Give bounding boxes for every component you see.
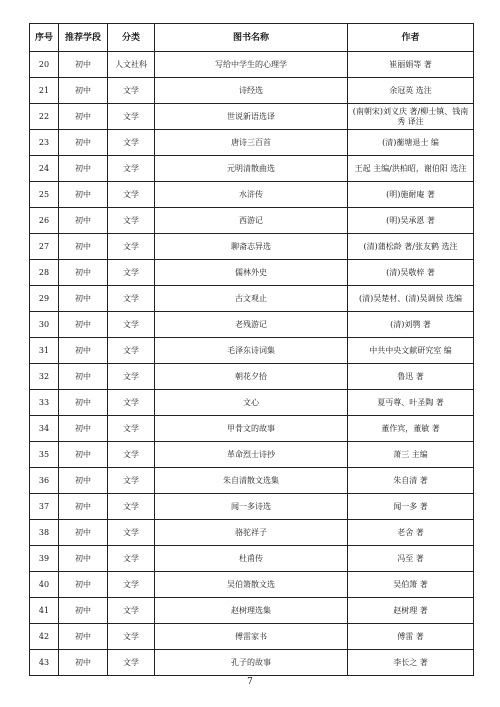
cell-grade: 初中 (59, 182, 108, 208)
header-author: 作者 (348, 24, 474, 52)
cell-category: 文学 (108, 338, 155, 364)
table-row (30, 78, 474, 104)
cell-category: 文学 (108, 520, 155, 546)
cell-index: 24 (30, 156, 59, 182)
cell-author: 傅雷 著 (348, 624, 474, 650)
cell-category: 文学 (108, 494, 155, 520)
cell-index: 31 (30, 338, 59, 364)
cell-index: 33 (30, 390, 59, 416)
cell-author: (清)刘鹗 著 (348, 312, 474, 338)
cell-author: (清)吴敬梓 著 (348, 260, 474, 286)
cell-index: 40 (30, 572, 59, 598)
cell-category: 文学 (108, 442, 155, 468)
cell-grade: 初中 (59, 338, 108, 364)
page-number: 7 (247, 677, 253, 687)
cell-title: 朱自清散文选集 (155, 468, 348, 494)
cell-title: 聊斋志异选 (155, 234, 348, 260)
table-row (30, 156, 474, 182)
cell-title: 世说新语选译 (155, 104, 348, 130)
cell-index: 39 (30, 546, 59, 572)
header-category: 分类 (108, 24, 155, 52)
cell-grade: 初中 (59, 260, 108, 286)
cell-index: 20 (30, 52, 59, 78)
cell-title: 文心 (155, 390, 348, 416)
cell-index: 21 (30, 78, 59, 104)
cell-title: 儒林外史 (155, 260, 348, 286)
cell-title: 革命烈士诗抄 (155, 442, 348, 468)
table-row (30, 234, 474, 260)
table-row (30, 52, 474, 78)
cell-index: 41 (30, 598, 59, 624)
table-row (30, 130, 474, 156)
cell-category: 文学 (108, 208, 155, 234)
cell-grade: 初中 (59, 520, 108, 546)
cell-title: 赵树理选集 (155, 598, 348, 624)
cell-category: 文学 (108, 624, 155, 650)
table-row (30, 416, 474, 442)
cell-grade: 初中 (59, 442, 108, 468)
table-row (30, 598, 474, 624)
cell-grade: 初中 (59, 572, 108, 598)
cell-grade: 初中 (59, 364, 108, 390)
cell-grade: 初中 (59, 52, 108, 78)
cell-category: 文学 (108, 260, 155, 286)
cell-index: 38 (30, 520, 59, 546)
cell-author: (南朝宋)刘义庆 著/柳士镇、钱南秀 译注 (348, 104, 474, 130)
cell-title: 孔子的故事 (155, 650, 348, 676)
table-row (30, 208, 474, 234)
cell-author: 赵树理 著 (348, 598, 474, 624)
cell-author: 中共中央文献研究室 编 (348, 338, 474, 364)
cell-grade: 初中 (59, 494, 108, 520)
cell-category: 文学 (108, 234, 155, 260)
cell-index: 28 (30, 260, 59, 286)
cell-author: (清)吴楚材、(清)吴调侯 选编 (348, 286, 474, 312)
cell-category: 文学 (108, 390, 155, 416)
cell-author: (明)施耐庵 著 (348, 182, 474, 208)
cell-grade: 初中 (59, 624, 108, 650)
cell-grade: 初中 (59, 130, 108, 156)
cell-author: 王起 主编/洪柏昭，谢伯阳 选注 (348, 156, 474, 182)
table-row (30, 104, 474, 130)
table-row (30, 494, 474, 520)
cell-grade: 初中 (59, 104, 108, 130)
cell-grade: 初中 (59, 546, 108, 572)
cell-grade: 初中 (59, 598, 108, 624)
cell-category: 文学 (108, 546, 155, 572)
cell-index: 25 (30, 182, 59, 208)
cell-title: 元明清散曲选 (155, 156, 348, 182)
cell-index: 32 (30, 364, 59, 390)
table-row (30, 442, 474, 468)
cell-title: 诗经选 (155, 78, 348, 104)
table-row (30, 364, 474, 390)
cell-category: 文学 (108, 364, 155, 390)
cell-author: 夏丏尊、叶圣陶 著 (348, 390, 474, 416)
header-index: 序号 (30, 24, 59, 52)
cell-grade: 初中 (59, 390, 108, 416)
table-row (30, 572, 474, 598)
cell-index: 27 (30, 234, 59, 260)
cell-category: 文学 (108, 650, 155, 676)
cell-category: 文学 (108, 286, 155, 312)
cell-category: 人文社科 (108, 52, 155, 78)
cell-category: 文学 (108, 572, 155, 598)
cell-grade: 初中 (59, 286, 108, 312)
table-row (30, 624, 474, 650)
cell-title: 朝花夕拾 (155, 364, 348, 390)
cell-author: 鲁迅 著 (348, 364, 474, 390)
table-header (30, 24, 474, 52)
cell-index: 36 (30, 468, 59, 494)
cell-author: 冯至 著 (348, 546, 474, 572)
cell-title: 水浒传 (155, 182, 348, 208)
cell-author: 崔丽娟等 著 (348, 52, 474, 78)
cell-grade: 初中 (59, 416, 108, 442)
cell-author: 吴伯箫 著 (348, 572, 474, 598)
cell-title: 唐诗三百首 (155, 130, 348, 156)
table-row (30, 650, 474, 676)
cell-grade: 初中 (59, 312, 108, 338)
cell-category: 文学 (108, 182, 155, 208)
table-row (30, 546, 474, 572)
cell-index: 23 (30, 130, 59, 156)
cell-author: 萧三 主编 (348, 442, 474, 468)
table-row (30, 286, 474, 312)
cell-index: 42 (30, 624, 59, 650)
cell-title: 骆驼祥子 (155, 520, 348, 546)
table-row (30, 338, 474, 364)
cell-author: 朱自清 著 (348, 468, 474, 494)
cell-author: 余冠英 选注 (348, 78, 474, 104)
cell-author: (清)蘅塘退士 编 (348, 130, 474, 156)
cell-index: 29 (30, 286, 59, 312)
cell-grade: 初中 (59, 78, 108, 104)
cell-category: 文学 (108, 468, 155, 494)
cell-category: 文学 (108, 78, 155, 104)
cell-title: 古文观止 (155, 286, 348, 312)
cell-index: 43 (30, 650, 59, 676)
cell-category: 文学 (108, 104, 155, 130)
cell-author: 闻一多 著 (348, 494, 474, 520)
book-list-table (29, 23, 474, 676)
cell-category: 文学 (108, 416, 155, 442)
cell-author: 李长之 著 (348, 650, 474, 676)
table-row (30, 312, 474, 338)
cell-author: (明)吴承恩 著 (348, 208, 474, 234)
cell-index: 37 (30, 494, 59, 520)
cell-category: 文学 (108, 598, 155, 624)
cell-author: 老舍 著 (348, 520, 474, 546)
table-row (30, 182, 474, 208)
cell-title: 杜甫传 (155, 546, 348, 572)
table-row (30, 260, 474, 286)
cell-category: 文学 (108, 312, 155, 338)
cell-category: 文学 (108, 156, 155, 182)
cell-title: 傅雷家书 (155, 624, 348, 650)
cell-title: 老残游记 (155, 312, 348, 338)
header-row (30, 24, 474, 52)
cell-title: 写给中学生的心理学 (155, 52, 348, 78)
cell-grade: 初中 (59, 234, 108, 260)
cell-title: 甲骨文的故事 (155, 416, 348, 442)
cell-index: 30 (30, 312, 59, 338)
header-grade: 推荐学段 (59, 24, 108, 52)
cell-author: 董作宾，董敏 著 (348, 416, 474, 442)
table-body (30, 52, 474, 676)
cell-author: (清)蒲松龄 著/张友鹤 选注 (348, 234, 474, 260)
cell-grade: 初中 (59, 208, 108, 234)
header-title: 图书名称 (155, 24, 348, 52)
cell-grade: 初中 (59, 156, 108, 182)
table-row (30, 390, 474, 416)
cell-title: 吴伯箫散文选 (155, 572, 348, 598)
cell-title: 西游记 (155, 208, 348, 234)
cell-index: 26 (30, 208, 59, 234)
cell-category: 文学 (108, 130, 155, 156)
cell-index: 35 (30, 442, 59, 468)
cell-title: 毛泽东诗词集 (155, 338, 348, 364)
cell-index: 22 (30, 104, 59, 130)
table-row (30, 520, 474, 546)
table-row (30, 468, 474, 494)
cell-index: 34 (30, 416, 59, 442)
cell-grade: 初中 (59, 468, 108, 494)
cell-title: 闻一多诗选 (155, 494, 348, 520)
cell-grade: 初中 (59, 650, 108, 676)
